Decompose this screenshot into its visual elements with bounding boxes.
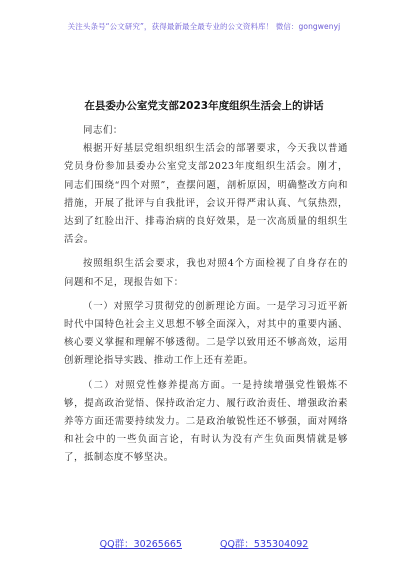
qq-group-1: QQ群：30265665 — [99, 539, 182, 550]
paragraph-party-spirit: （二）对照党性修养提高方面。一是持续增强党性锻炼不够，提高政治觉悟、保持政治定力、履行政治责任、增强政治素养等方面还需要持续发力。二是政治敏锐性还不够强，面对网络和社会中的一些负面言论，有时认为没有产生负面舆情就是够了，抵制态度不够坚决。 — [64, 379, 348, 464]
document-title: 在县委办公室党支部2023年度组织生活会上的讲话 — [84, 100, 324, 112]
paragraph-theory-study: （一）对照学习贯彻党的创新理论方面。一是学习习近平新时代中国特色社会主义思想不够全面深入，对其中的重要内涵、核心要义掌握和理解不够透彻。二是学以致用还不够高效，运用创新理论指导实践、推动工作上还有差距。 — [64, 300, 348, 367]
salutation: 同志们： — [83, 125, 123, 136]
paragraph-report-lead: 按照组织生活会要求，我也对照4个方面检视了自身存在的问题和不足，现报告如下： — [64, 258, 348, 288]
paragraph-intro: 根据开好基层党组织组织生活会的部署要求，今天我以普通党员身份参加县委办公室党支部2023年度组织生活会。刚才，同志们围绕“四个对照”，查摆问题，剖析原因，明确整改方向和措施，开展了批评与自我批评，会议开得严肃认真、气氛热烈，达到了红脸出汗、排毒治病的良好效果，是一次高质量的组织生活会。 — [64, 143, 348, 246]
document-body — [64, 122, 348, 468]
qq-group-footer — [0, 539, 408, 551]
qq-group-2: QQ群：535304092 — [219, 539, 309, 550]
promo-banner: 关注头条号“公文研究”，获得最新最全最专业的公文资料库！ 微信：gongwenyj — [67, 22, 341, 31]
